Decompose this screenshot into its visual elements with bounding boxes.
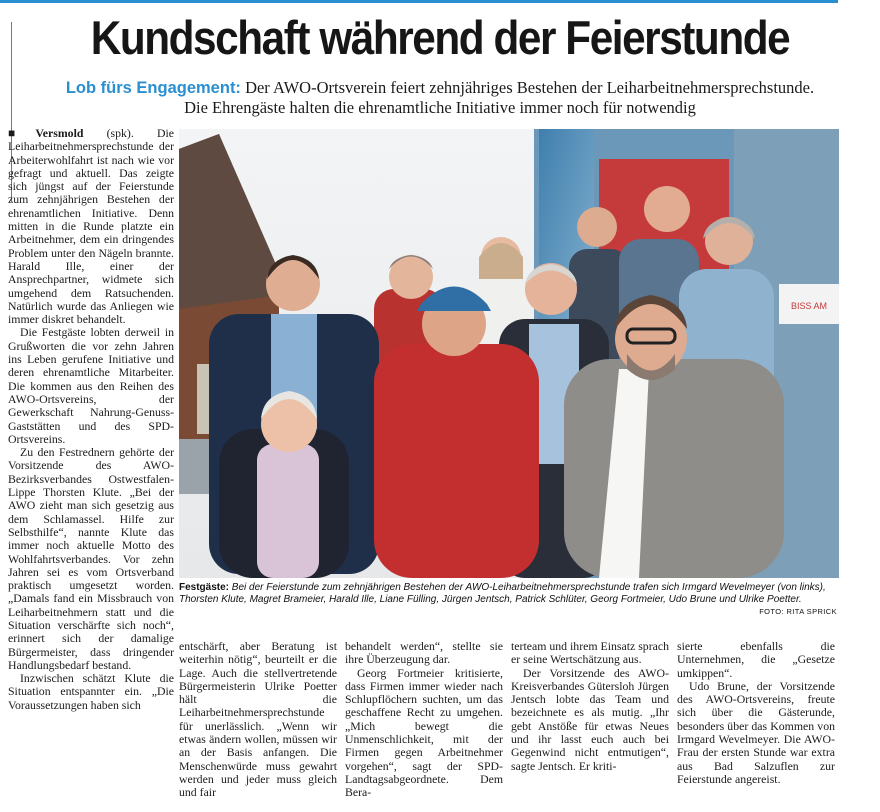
- lead-paragraph-2: Die Festgäste lobten derweil in Grußworten die vor zehn Jahren ins Leben gerufene Initiative und deren ehrenamtliche Mitarbeiter. Die kommen aus den Reihen des AWO-Ortsvereins, der Gewerkschaft Nahrung-Genuss-Gaststätten und des SPD-Ortsvereins.: [8, 325, 174, 446]
- caption-label: Festgäste:: [179, 582, 230, 593]
- body-column-2: [345, 640, 503, 800]
- col3-paragraph-2: Der Vorsitzende des AWO-Kreisverbandes Gütersloh Jürgen Jentsch lobte das Team und bezeichnete es als mutig. „Ihr gebt Anstöße für etwas Neues und ihr lasst euch auch bei Gegenwind nicht entmutigen“, sagte Jentsch. Er kriti-: [511, 665, 669, 773]
- lead-column: [8, 127, 174, 712]
- deck-line-1: [0, 78, 880, 98]
- col2-paragraph-1: behandelt werden“, stellte sie ihre Überzeugung dar.: [345, 639, 503, 667]
- col2-paragraph-2: Georg Fortmeier kritisierte, dass Firmen immer wieder nach Schlupflöchern suchten, um das geschaffene Recht zu umgehen. „Mich bewegt die Unmenschlichkeit, mit der Firmen gegen Arbeitnehmer vorgehen“, sagt der SPD-Landtagsabgeordnete. Dem Bera-: [345, 665, 503, 800]
- lead-paragraph-4: Inzwischen schätzt Klute die Situation entspannter ein. „Die Voraussetzungen haben sich: [8, 671, 174, 712]
- group-photo-illustration: [179, 129, 839, 578]
- photo-credit: FOTO: RITA SPRICK: [759, 607, 837, 616]
- dateline: Versmold: [35, 126, 84, 140]
- group-photo: [179, 129, 839, 578]
- headline: Kundschaft während der Feierstunde: [90, 11, 790, 64]
- body-column-1: [179, 640, 337, 800]
- col4-paragraph-1: sierte ebenfalls die Unternehmen, die „Gesetze umkippen“.: [677, 639, 835, 680]
- deck-line-2: Die Ehrengäste halten die ehrenamtliche Initiative immer noch für notwendig: [184, 98, 696, 117]
- caption-text: Bei der Feierstunde zum zehnjährigen Bestehen der AWO-Leiharbeitnehmersprechstunde trafen sich Irmgard Wevelmeyer (von links), Thorsten Klute, Magret Brameier, Harald Ille, Liane Fülling, Jürgen Jentsch, Patrick Schlüter, Georg Fortmeier, Udo Brune und Ulrike Poetter.: [179, 582, 826, 606]
- deck-text-1: Der AWO-Ortsverein feiert zehnjähriges Bestehen der Leiharbeitnehmersprechstunde.: [245, 78, 815, 97]
- square-bullet-icon: ■: [8, 126, 36, 140]
- photo-caption: [179, 582, 837, 616]
- lead-paragraph-1: [8, 127, 174, 326]
- deck-kicker: Lob fürs Engagement:: [65, 79, 241, 97]
- lead-text-1: (spk). Die Leiharbeitnehmersprechstunde der Arbeiterwohlfahrt ist nach wie vor gefragt und aktuell. Das zeigte sich jüngst auf der Feierstunde zum zehnjährigen Bestehen der ehrenamtlichen Initiative. Denn mitten in die Runde platzte ein Arbeitnehmer, dem ein dringendes Problem unter den Nägeln brannte. Harald Ille, einer der Ansprechpartner, widmete sich umgehend dem Ratsuchenden. Natürlich wurde das Anliegen wie immer diskret behandelt.: [8, 126, 174, 327]
- col1-paragraph: entschärft, aber Beratung ist weiterhin nötig“, beurteilt er die Lage. Auch die stellvertretende Bürgermeisterin Ulrike Poetter hält die Leiharbeitnehmersprechstunde für unerlässlich. „Wenn wir etwas ändern wollen, müssen wir an der Basis anfangen. Die Menschenwürde muss gewahrt werden und jeder muss gleich und fair: [179, 639, 337, 800]
- top-rule: [0, 0, 838, 3]
- col4-paragraph-2: Udo Brune, der Vorsitzende des AWO-Ortsvereins, freute sich über die Gästerunde, besonders über das Kommen von Irmgard Wevelmeyer. Die AWO-Frau der ersten Stunde war extra aus Bad Salzuflen zur Feierstunde angereist.: [677, 678, 835, 786]
- col3-paragraph-1: terteam und ihrem Einsatz sprach er seine Wertschätzung aus.: [511, 639, 669, 667]
- body-column-4: [677, 640, 835, 786]
- sign-text: BISS AM: [790, 301, 828, 311]
- body-column-3: [511, 640, 669, 773]
- deck: [0, 78, 880, 118]
- lead-paragraph-3: Zu den Festrednern gehörte der Vorsitzende des AWO-Bezirksverbandes Ostwestfalen-Lippe Thorsten Klute. „Bei der AWO zieht man sich gesetzig aus dem Schlamassel. Hilfe zur Selbsthilfe“, nannte Klute das immer noch aktuelle Motto des Wohlfahrtsverbandes. Vor zehn Jahren sei es vom Ortsverband praktisch umgesetzt worden. „Damals fand ein Missbrauch von Leiharbeitnehmern statt und die Situation verschärfte sich noch“, erinnert sich der damalige Bürgermeister, dass dringender Handlungsbedarf bestand.: [8, 445, 174, 672]
